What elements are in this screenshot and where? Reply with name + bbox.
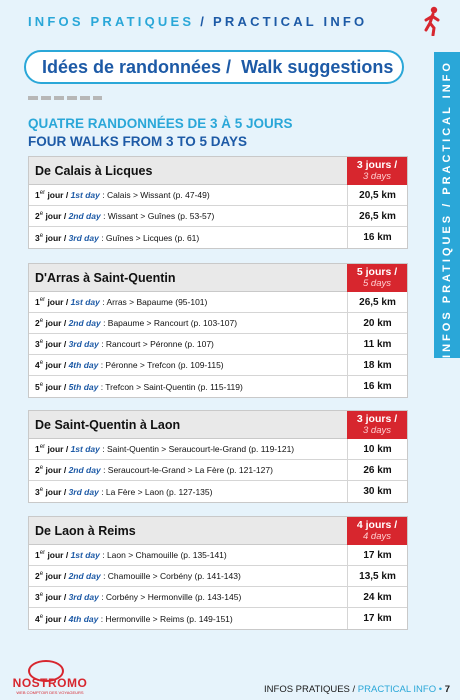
day-number: 2 xyxy=(35,318,40,328)
day-ordinal-suffix: er xyxy=(39,297,46,304)
day-row xyxy=(29,292,407,313)
page-title xyxy=(24,50,404,84)
day-ordinal-suffix: e xyxy=(39,592,44,599)
day-en-label: 2nd day xyxy=(68,571,101,581)
day-jour-label: jour / xyxy=(43,360,69,370)
duration-badge xyxy=(347,517,407,545)
section-header xyxy=(28,14,367,29)
nostromo-logo xyxy=(6,660,94,696)
day-row xyxy=(29,376,407,397)
day-en-label: 3rd day xyxy=(68,232,99,243)
day-en-label: 1st day xyxy=(70,190,100,200)
page-title-en: Walk suggestions xyxy=(241,56,394,77)
duration-en: 3 days xyxy=(363,170,391,182)
duration-fr: 4 jours / xyxy=(356,518,398,531)
day-row xyxy=(29,566,407,587)
day-jour-label: jour / xyxy=(45,190,71,200)
day-distance: 18 km xyxy=(347,355,407,375)
day-label xyxy=(29,550,227,560)
day-en-label: 3rd day xyxy=(68,339,99,349)
route-name: De Saint-Quentin à Laon xyxy=(35,417,181,432)
section-header-en: PRACTICAL INFO xyxy=(213,14,368,29)
day-number: 3 xyxy=(35,232,40,243)
day-distance: 13,5 km xyxy=(347,566,407,586)
day-en-label: 1st day xyxy=(70,550,100,560)
day-number: 3 xyxy=(35,592,40,602)
day-row xyxy=(29,334,407,355)
day-en-label: 2nd day xyxy=(68,211,101,221)
day-description: : La Fère > Laon (p. 127-135) xyxy=(98,486,213,497)
day-distance: 11 km xyxy=(347,334,407,354)
day-description: : Chamouille > Corbény (p. 141-143) xyxy=(100,571,241,581)
day-row xyxy=(29,481,407,502)
route-name: D'Arras à Saint-Quentin xyxy=(35,270,176,285)
day-en-label: 5th day xyxy=(68,381,99,392)
day-row xyxy=(29,227,407,248)
day-en-label: 2nd day xyxy=(68,465,101,475)
day-en-label: 2nd day xyxy=(68,318,101,328)
day-number: 1 xyxy=(35,444,40,454)
day-distance: 17 km xyxy=(347,608,407,629)
day-en-label: 3rd day xyxy=(68,592,99,602)
day-ordinal-suffix: er xyxy=(39,190,46,197)
day-row xyxy=(29,313,407,334)
duration-badge xyxy=(347,264,407,292)
day-row xyxy=(29,355,407,376)
duration-fr: 3 jours / xyxy=(356,158,398,171)
day-description: : Wissant > Guînes (p. 53-57) xyxy=(100,211,215,221)
day-en-label: 4th day xyxy=(68,360,99,370)
day-jour-label: jour / xyxy=(43,339,69,349)
day-distance: 20,5 km xyxy=(347,185,407,205)
day-label xyxy=(29,614,233,624)
footer-fr: INFOS PRATIQUES / xyxy=(264,684,358,695)
day-en-label: 3rd day xyxy=(68,486,99,497)
day-ordinal-suffix: e xyxy=(39,211,44,218)
day-ordinal-suffix: er xyxy=(39,444,46,451)
day-en-label: 1st day xyxy=(70,297,100,307)
day-en-label: 4th day xyxy=(68,613,99,624)
logo-tagline: WEB COMPTOIR DES VOYAGEURS xyxy=(16,690,84,695)
day-row xyxy=(29,206,407,227)
route-header xyxy=(29,264,407,292)
day-description: : Rancourt > Péronne (p. 107) xyxy=(98,339,214,349)
day-jour-label: jour / xyxy=(43,232,69,243)
day-description: : Péronne > Trefcon (p. 109-115) xyxy=(98,360,224,370)
day-jour-label: jour / xyxy=(43,318,69,328)
day-label xyxy=(29,297,207,307)
day-distance: 26 km xyxy=(347,460,407,480)
duration-fr: 5 jours / xyxy=(356,265,398,278)
day-number: 1 xyxy=(35,297,40,307)
duration-badge xyxy=(347,411,407,439)
day-label xyxy=(29,233,199,243)
decorative-dashes xyxy=(28,96,102,100)
day-distance: 16 km xyxy=(347,227,407,248)
day-row xyxy=(29,587,407,608)
day-row xyxy=(29,608,407,629)
page-number: 7 xyxy=(444,684,450,695)
footer-bullet: • xyxy=(436,684,445,695)
duration-en: 4 days xyxy=(363,530,391,542)
day-description: : Saint-Quentin > Seraucourt-le-Grand (p. 119-121) xyxy=(99,444,295,454)
day-ordinal-suffix: e xyxy=(39,381,44,388)
footer-en: PRACTICAL INFO xyxy=(357,684,437,695)
day-label xyxy=(29,360,224,370)
route-box xyxy=(28,516,408,630)
day-distance: 30 km xyxy=(347,481,407,502)
day-distance: 26,5 km xyxy=(347,206,407,226)
day-label xyxy=(29,444,294,454)
hiker-icon xyxy=(420,6,446,36)
day-distance: 24 km xyxy=(347,587,407,607)
day-number: 4 xyxy=(35,360,40,370)
day-label xyxy=(29,190,210,200)
day-jour-label: jour / xyxy=(43,486,69,497)
day-jour-label: jour / xyxy=(45,550,71,560)
route-box xyxy=(28,263,408,398)
route-name: De Calais à Licques xyxy=(35,163,153,178)
day-jour-label: jour / xyxy=(43,381,69,392)
day-ordinal-suffix: e xyxy=(39,465,44,472)
page-footer xyxy=(264,684,450,695)
day-jour-label: jour / xyxy=(45,297,71,307)
day-distance: 16 km xyxy=(347,376,407,397)
route-header xyxy=(29,157,407,185)
day-distance: 20 km xyxy=(347,313,407,333)
day-distance: 17 km xyxy=(347,545,407,565)
day-number: 1 xyxy=(35,550,40,560)
day-ordinal-suffix: er xyxy=(39,550,46,557)
day-label xyxy=(29,465,273,475)
day-distance: 10 km xyxy=(347,439,407,459)
page-title-fr: Idées de randonnées / xyxy=(42,56,232,77)
day-description: : Guînes > Licques (p. 61) xyxy=(98,232,200,243)
day-ordinal-suffix: e xyxy=(39,613,44,620)
day-label xyxy=(29,382,243,392)
route-box xyxy=(28,410,408,503)
day-description: : Seraucourt-le-Grand > La Fère (p. 121-127) xyxy=(100,465,273,475)
day-number: 3 xyxy=(35,486,40,497)
day-number: 2 xyxy=(35,571,40,581)
day-number: 2 xyxy=(35,211,40,221)
day-label xyxy=(29,339,214,349)
section-header-separator: / xyxy=(200,14,208,29)
duration-en: 5 days xyxy=(363,277,391,289)
day-jour-label: jour / xyxy=(43,613,69,624)
day-description: : Arras > Bapaume (95-101) xyxy=(99,297,208,307)
day-number: 4 xyxy=(35,613,40,624)
route-header xyxy=(29,517,407,545)
subtitle-fr: QUATRE RANDONNÉES DE 3 À 5 JOURS xyxy=(28,116,293,131)
day-jour-label: jour / xyxy=(45,444,71,454)
day-label xyxy=(29,592,241,602)
day-label xyxy=(29,487,212,497)
subtitle-en: FOUR WALKS FROM 3 TO 5 DAYS xyxy=(28,134,248,149)
day-number: 5 xyxy=(35,381,40,392)
day-label xyxy=(29,571,241,581)
day-description: : Corbény > Hermonville (p. 143-145) xyxy=(98,592,242,602)
duration-badge xyxy=(347,157,407,185)
day-ordinal-suffix: e xyxy=(39,486,44,493)
day-ordinal-suffix: e xyxy=(39,339,44,346)
day-description: : Hermonville > Reims (p. 149-151) xyxy=(98,613,233,624)
logo-name: NOSTROMO xyxy=(12,676,88,690)
day-row xyxy=(29,545,407,566)
duration-fr: 3 jours / xyxy=(356,412,398,425)
day-jour-label: jour / xyxy=(43,592,69,602)
day-number: 2 xyxy=(35,465,40,475)
day-jour-label: jour / xyxy=(43,465,69,475)
section-header-fr: INFOS PRATIQUES xyxy=(28,14,195,29)
day-ordinal-suffix: e xyxy=(39,232,44,239)
route-header xyxy=(29,411,407,439)
route-name: De Laon à Reims xyxy=(35,523,136,538)
day-number: 3 xyxy=(35,339,40,349)
day-row xyxy=(29,185,407,206)
day-number: 1 xyxy=(35,190,40,200)
day-description: : Bapaume > Rancourt (p. 103-107) xyxy=(100,318,238,328)
day-description: : Trefcon > Saint-Quentin (p. 115-119) xyxy=(98,381,243,392)
day-en-label: 1st day xyxy=(70,444,100,454)
day-row xyxy=(29,439,407,460)
day-description: : Calais > Wissant (p. 47-49) xyxy=(99,190,210,200)
day-jour-label: jour / xyxy=(43,571,69,581)
route-box xyxy=(28,156,408,249)
day-label xyxy=(29,211,214,221)
day-row xyxy=(29,460,407,481)
duration-en: 3 days xyxy=(363,424,391,436)
day-description: : Laon > Chamouille (p. 135-141) xyxy=(99,550,227,560)
day-ordinal-suffix: e xyxy=(39,360,44,367)
day-label xyxy=(29,318,237,328)
day-jour-label: jour / xyxy=(43,211,69,221)
day-ordinal-suffix: e xyxy=(39,571,44,578)
day-distance: 26,5 km xyxy=(347,292,407,312)
side-tab-label: INFOS PRATIQUES / PRACTICAL INFO xyxy=(441,60,453,358)
day-ordinal-suffix: e xyxy=(39,318,44,325)
